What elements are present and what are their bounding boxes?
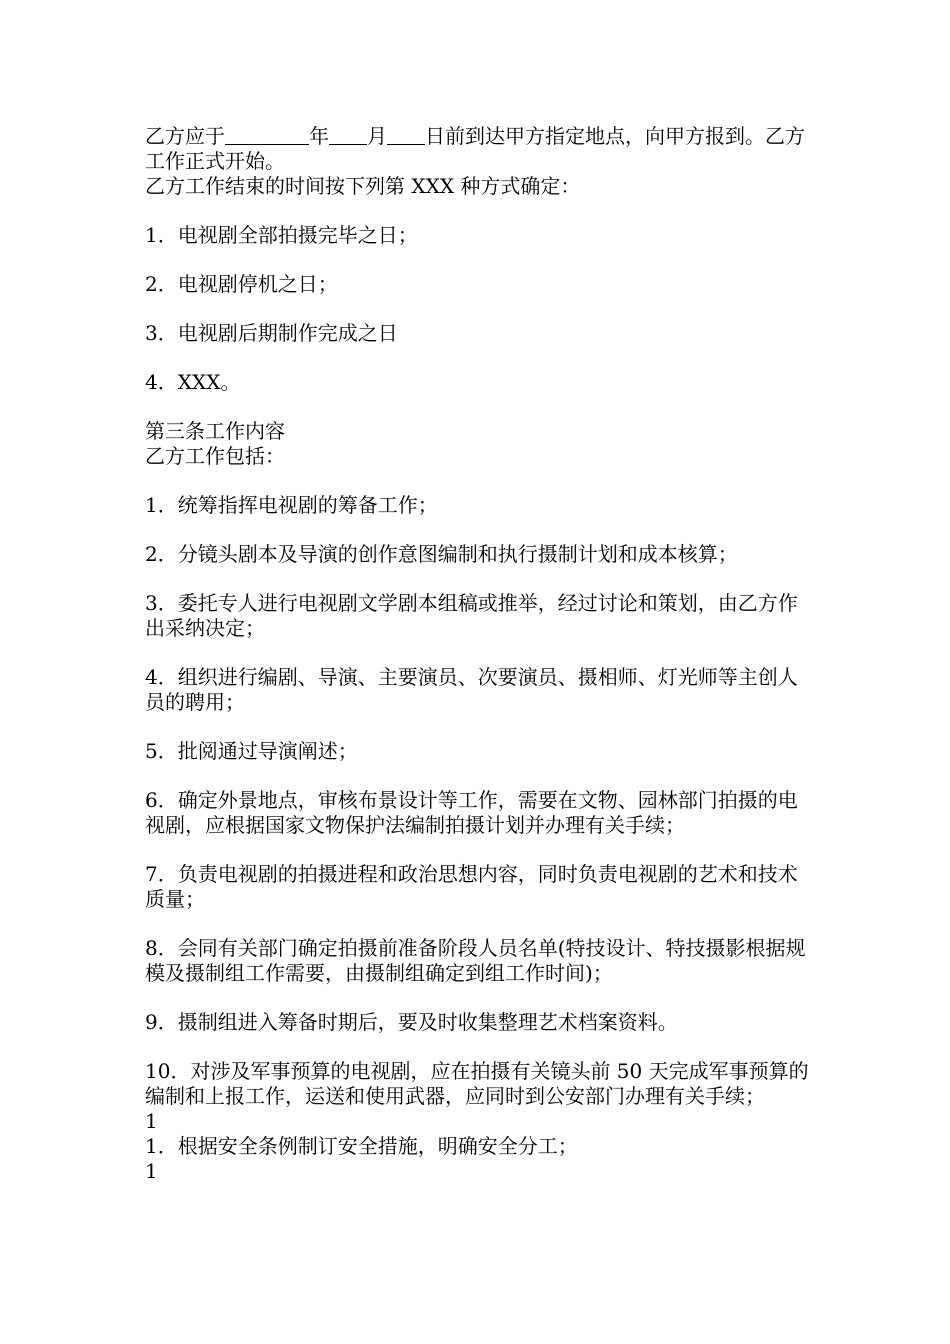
work-item: 8．会同有关部门确定拍摄前准备阶段人员名单(特技设计、特技摄影根据规模及摄制组工作需要，由摄制组确定到组工作时间)； xyxy=(145,936,806,985)
intro-suffix: 日前到达甲方指定地点，向甲方报到。乙方工作正式开始。 xyxy=(145,124,805,173)
start-date-paragraph xyxy=(145,124,815,174)
work-item: 6．确定外景地点，审核布景设计等工作，需要在文物、园林部门拍摄的电视剧，应根据国家文物保护法编制拍摄计划并办理有关手续； xyxy=(145,788,798,837)
work-item: 7．负责电视剧的拍摄进程和政治思想内容，同时负责电视剧的艺术和技术质量； xyxy=(145,862,798,911)
document-page xyxy=(145,124,815,1184)
page-number: 1 xyxy=(145,1109,158,1133)
work-intro: 乙方工作包括： xyxy=(145,444,285,468)
year-label: 年 xyxy=(309,124,329,148)
end-rule-paragraph: 乙方工作结束的时间按下列第 XXX 种方式确定： xyxy=(145,174,581,198)
article-title: 第三条工作内容 xyxy=(145,419,285,443)
intro-prefix: 乙方应于 xyxy=(145,124,225,148)
work-item: 10．对涉及军事预算的电视剧，应在拍摄有关镜头前 50 天完成军事预算的编制和上报工作，运送和使用武器，应同时到公安部门办理有关手续； xyxy=(145,1059,809,1108)
work-item: 5．批阅通过导演阐述； xyxy=(145,739,358,763)
end-option: 2．电视剧停机之日； xyxy=(145,272,338,296)
end-option: 1．电视剧全部拍摄完毕之日； xyxy=(145,223,418,247)
month-label: 月 xyxy=(367,124,387,148)
month-blank xyxy=(329,126,367,145)
year-blank xyxy=(225,126,309,145)
work-item: 1．统筹指挥电视剧的筹备工作； xyxy=(145,493,438,517)
day-blank xyxy=(387,126,425,145)
end-option: 4．XXX。 xyxy=(145,370,241,394)
work-item: 2．分镜头剧本及导演的创作意图编制和执行摄制计划和成本核算； xyxy=(145,542,738,566)
work-item: 3．委托专人进行电视剧文学剧本组稿或推举，经过讨论和策划，由乙方作出采纳决定； xyxy=(145,591,798,640)
work-item: 9．摄制组进入筹备时期后，要及时收集整理艺术档案资料。 xyxy=(145,1010,678,1034)
end-option: 3．电视剧后期制作完成之日 xyxy=(145,321,398,345)
page-number: 1 xyxy=(145,1159,158,1183)
work-item: 4．组织进行编剧、导演、主要演员、次要演员、摄相师、灯光师等主创人员的聘用； xyxy=(145,665,798,714)
safety-item: 1．根据安全条例制订安全措施，明确安全分工； xyxy=(145,1134,578,1158)
